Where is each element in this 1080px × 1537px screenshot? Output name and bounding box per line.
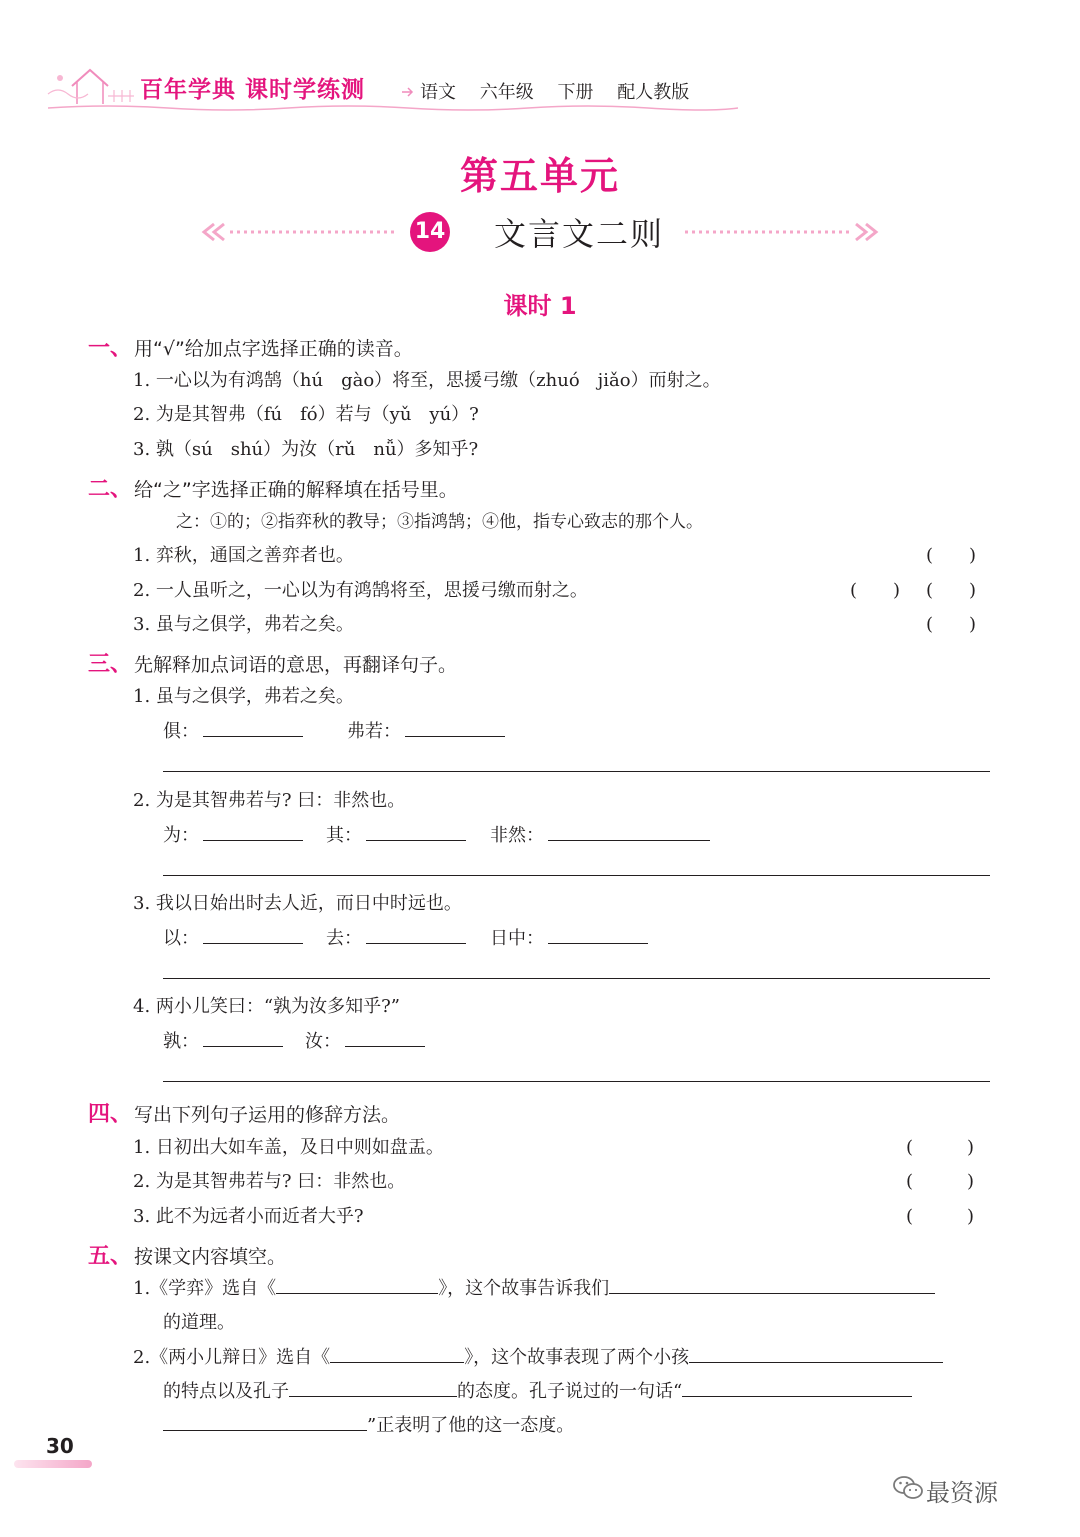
- s5-question-1-line-1: [133, 1274, 935, 1300]
- word-label: 为：: [163, 825, 199, 846]
- period-title: 课时 1: [503, 292, 577, 320]
- s1-question-1: 1. 一心以为有鸿鹄（hú gào）将至，思援弓缴（zhuó jiǎo）而射之。: [133, 370, 721, 391]
- translation-line[interactable]: [163, 875, 990, 876]
- answer-paren[interactable]: ( ): [926, 614, 977, 635]
- header-edition: 配人教版: [617, 82, 690, 103]
- s3-word-blank: [490, 821, 710, 847]
- answer-paren[interactable]: ( ): [850, 580, 901, 601]
- s3-word-blank: [305, 1027, 425, 1053]
- answer-blank[interactable]: [689, 1344, 943, 1363]
- page-number-bar: [14, 1460, 92, 1468]
- answer-blank[interactable]: [289, 1378, 457, 1397]
- answer-blank[interactable]: [366, 925, 466, 944]
- s4-question-1: 1. 日初出大如车盖，及日中则如盘盂。: [133, 1137, 444, 1158]
- answer-paren[interactable]: ( ): [926, 580, 977, 601]
- fill-text: 的特点以及孔子: [163, 1381, 289, 1402]
- answer-blank[interactable]: [203, 925, 303, 944]
- s3-word-blank: [347, 717, 505, 743]
- word-label: 以：: [163, 928, 199, 949]
- lesson-number-badge: 14: [410, 212, 450, 252]
- s3-sentence-3: 3. 我以日始出时去人近，而日中时远也。: [133, 893, 462, 914]
- header-meta: [420, 78, 707, 104]
- header-grade: 六年级: [479, 82, 534, 103]
- answer-blank[interactable]: [203, 822, 303, 841]
- header-brand: 百年学典 课时学练测: [140, 77, 366, 103]
- section-2-heading: [88, 472, 458, 503]
- answer-blank[interactable]: [203, 1028, 283, 1047]
- s3-word-blank: [490, 924, 648, 950]
- answer-paren[interactable]: ( ): [906, 1171, 975, 1192]
- s1-question-3: 3. 孰（sú shú）为汝（rǔ nǚ）多知乎?: [133, 439, 479, 460]
- s3-word-blank: [163, 717, 303, 743]
- answer-blank[interactable]: [345, 1028, 425, 1047]
- s3-sentence-2: 2. 为是其智弗若与? 曰：非然也。: [133, 790, 406, 811]
- word-label: 去：: [326, 928, 362, 949]
- answer-paren[interactable]: ( ): [906, 1206, 975, 1227]
- section-number: 二、: [88, 477, 133, 502]
- section-number: 五、: [88, 1244, 133, 1269]
- answer-blank[interactable]: [548, 925, 648, 944]
- s5-question-2-line-3: [163, 1411, 574, 1437]
- answer-blank[interactable]: [548, 822, 710, 841]
- header-subject: 语文: [420, 82, 456, 103]
- section-title: 写出下列句子运用的修辞方法。: [134, 1104, 401, 1126]
- page-number: 30: [46, 1434, 74, 1458]
- section-number: 一、: [88, 336, 133, 361]
- fill-text: 》，这个故事告诉我们: [438, 1278, 610, 1299]
- fill-text: 的态度。孔子说过的一句话“: [457, 1381, 683, 1402]
- lesson-title: 文言文二则: [494, 215, 665, 253]
- s3-word-blank: [326, 821, 466, 847]
- s2-question-1: 1. 弈秋，通国之善弈者也。: [133, 545, 354, 566]
- fill-text: 1.《学弈》选自《: [133, 1278, 277, 1299]
- section-number: 三、: [88, 652, 133, 677]
- header-underline: [48, 104, 738, 112]
- s3-word-blank: [163, 821, 303, 847]
- word-label: 其：: [326, 825, 362, 846]
- answer-blank[interactable]: [163, 1412, 367, 1431]
- s2-question-2: 2. 一人虽听之，一心以为有鸿鹄将至，思援弓缴而射之。: [133, 580, 588, 601]
- s5-question-2-line-1: [133, 1343, 943, 1369]
- watermark: 最资源: [926, 1479, 998, 1507]
- fill-text: 2.《两小儿辩日》选自《: [133, 1347, 331, 1368]
- answer-blank[interactable]: [682, 1378, 912, 1397]
- s1-question-2: 2. 为是其智弗（fú fó）若与（yǔ yú）?: [133, 404, 479, 425]
- s3-sentence-1: 1. 虽与之俱学，弗若之矣。: [133, 686, 354, 707]
- s2-question-3: 3. 虽与之俱学，弗若之矣。: [133, 614, 354, 635]
- section-title: 用“√”给加点字选择正确的读音。: [134, 338, 413, 360]
- section-title: 按课文内容填空。: [134, 1246, 287, 1268]
- s5-question-2-line-2: [163, 1377, 912, 1403]
- translation-line[interactable]: [163, 1081, 990, 1082]
- fill-text: ”正表明了他的这一态度。: [367, 1415, 575, 1436]
- s3-word-blank: [163, 924, 303, 950]
- section-5-heading: [88, 1239, 286, 1270]
- section-title: 先解释加点词语的意思，再翻译句子。: [134, 654, 458, 676]
- word-label: 非然：: [490, 825, 544, 846]
- s5-question-1-line-2: 的道理。: [163, 1312, 235, 1333]
- s2-options: 之：①的；②指弈秋的教导；③指鸿鹄；④他，指专心致志的那个人。: [176, 512, 703, 532]
- section-4-heading: [88, 1097, 400, 1128]
- word-label: 弗若：: [347, 721, 401, 742]
- fill-text: 》，这个故事表现了两个小孩: [464, 1347, 690, 1368]
- section-title: 给“之”字选择正确的解释填在括号里。: [134, 479, 458, 501]
- answer-blank[interactable]: [366, 822, 466, 841]
- header-arrow-icon: [400, 86, 416, 98]
- answer-paren[interactable]: ( ): [906, 1137, 975, 1158]
- answer-blank[interactable]: [609, 1275, 935, 1294]
- answer-paren[interactable]: ( ): [926, 545, 977, 566]
- header-volume: 下册: [557, 82, 594, 103]
- section-number: 四、: [88, 1102, 133, 1127]
- answer-blank[interactable]: [276, 1275, 438, 1294]
- section-1-heading: [88, 331, 413, 362]
- wechat-icon: [892, 1474, 924, 1502]
- answer-blank[interactable]: [405, 718, 505, 737]
- translation-line[interactable]: [163, 771, 990, 772]
- word-label: 孰：: [163, 1031, 199, 1052]
- unit-title: 第五单元: [459, 154, 620, 198]
- s3-sentence-4: 4. 两小儿笑曰：“孰为汝多知乎?”: [133, 996, 400, 1017]
- word-label: 汝：: [305, 1031, 341, 1052]
- lesson-right-divider: [685, 220, 880, 244]
- s4-question-3: 3. 此不为远者小而近者大乎?: [133, 1206, 364, 1227]
- word-label: 俱：: [163, 721, 199, 742]
- s3-word-blank: [163, 1027, 283, 1053]
- word-label: 日中：: [490, 928, 544, 949]
- s3-word-blank: [326, 924, 466, 950]
- lesson-left-divider: [200, 220, 395, 244]
- answer-blank[interactable]: [330, 1344, 464, 1363]
- section-3-heading: [88, 647, 457, 678]
- s4-question-2: 2. 为是其智弗若与? 曰：非然也。: [133, 1171, 406, 1192]
- answer-blank[interactable]: [203, 718, 303, 737]
- translation-line[interactable]: [163, 978, 990, 979]
